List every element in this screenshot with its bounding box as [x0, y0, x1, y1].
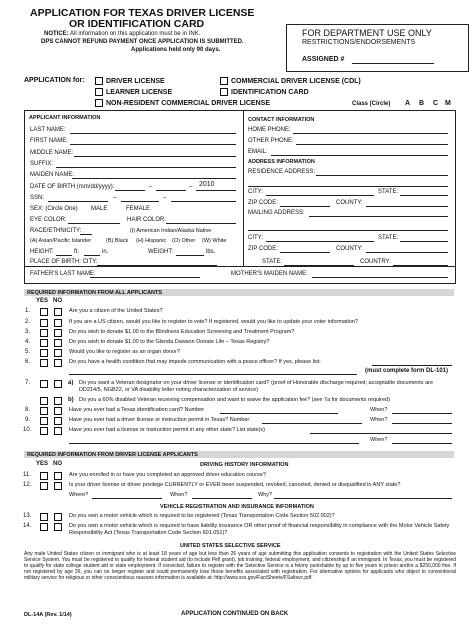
applicant-section-box: [24, 110, 456, 284]
bottom-row-divider: [24, 266, 455, 267]
father-last-name-label: FATHER'S LAST NAME:: [30, 271, 96, 277]
q8-number-field[interactable]: [220, 413, 338, 414]
dob-month-field[interactable]: [115, 190, 145, 191]
q10-yes-checkbox[interactable]: [40, 427, 48, 435]
ssn-part3-field[interactable]: [171, 201, 236, 202]
mother-maiden-name-label: MOTHER'S MAIDEN NAME:: [231, 271, 308, 277]
option-learner-license[interactable]: LEARNER LICENSE: [95, 88, 172, 97]
father-last-name-field[interactable]: [90, 277, 200, 278]
contact-heading: CONTACT INFORMATION: [248, 117, 315, 123]
home-phone-field[interactable]: [293, 133, 448, 134]
driving-history-heading: DRIVING HISTORY INFORMATION: [200, 462, 289, 468]
weight-field[interactable]: [176, 255, 204, 256]
class-label: Class (Circle): [352, 101, 391, 107]
q12-when-field[interactable]: [192, 498, 252, 499]
eye-color-field[interactable]: [68, 223, 120, 224]
selective-service-heading: UNITED STATES SELECTIVE SERVICE: [180, 543, 281, 549]
residence-address-label: RESIDENCE ADDRESS:: [248, 169, 316, 175]
q12-where-field[interactable]: [92, 498, 162, 499]
q8-text: Have you ever had a Texas identification card? Number: [69, 407, 205, 413]
feet-unit: ft.: [74, 249, 80, 255]
last-name-label: LAST NAME:: [30, 127, 66, 133]
q4-text: Do you wish to donate $1.00 to the Glenda Dawson Donate Life – Texas Registry?: [69, 339, 270, 345]
checkbox-id-card[interactable]: [220, 88, 228, 96]
option-non-resident-cdl[interactable]: NON-RESIDENT COMMERCIAL DRIVER LICENSE: [95, 99, 270, 108]
q4-yes-checkbox[interactable]: [40, 339, 48, 347]
mailing-address-field[interactable]: [309, 216, 448, 217]
q2-text: If you are a US citizen, would you like to register to vote? If registered, would you like to update your voter information?: [69, 319, 358, 325]
pob-state-field[interactable]: [284, 265, 354, 266]
pob-state-label: STATE:: [262, 259, 283, 265]
selective-service-text: Any male United States citizen or immigrant who is at least 18 years of age but less than 26 years of age submitting this application consents to registration with the United States Selective Service System. You must be registered to qualify for federal student aid (to include Pell grant), job training, federal employment, and citizenship if an immigrant. In Texas, you must be registered to qualify for state college student aid or state employment. If convicted, failure to register with the Selective Service is a felony punishable by up to five years in prison and/or a $250,000 fine. If not registered by age 26, you can no longer register and could permanently lose those benefits associated with registration. For alternative options for applicants who object to conventional military service for religious or other conscientious reasons information is available at: http://www.sss.gov/FactSheets/FSaltsvc.pdf.: [24, 551, 456, 581]
q10-text: Have you ever had a license or instruction permit in any other state? List state(s): [69, 427, 265, 433]
pob-country-field[interactable]: [393, 265, 448, 266]
mailing-address-label: MAILING ADDRESS:: [248, 210, 305, 216]
option-cdl[interactable]: COMMERCIAL DRIVER LICENSE (CDL): [220, 77, 361, 86]
option-id-card[interactable]: IDENTIFICATION CARD: [220, 88, 309, 97]
notice-label: NOTICE:: [44, 31, 69, 37]
q9-when-field[interactable]: [392, 423, 452, 424]
email-field[interactable]: [271, 155, 448, 156]
q9-number-field[interactable]: [262, 423, 362, 424]
mailing-zip-field[interactable]: [280, 252, 330, 253]
residence-address-field[interactable]: [316, 175, 448, 176]
form-number: DL-14A (Rev. 1/14): [24, 612, 72, 618]
mailing-zip-label: ZIP CODE:: [248, 246, 278, 252]
race-option-o: (O) Other: [172, 238, 196, 244]
hair-color-field[interactable]: [166, 223, 236, 224]
q10-states-field[interactable]: [310, 433, 452, 434]
checkbox-driver-license[interactable]: [95, 77, 103, 85]
race-option-w: (W) White: [202, 238, 227, 244]
q9-text: Have you ever had a driver license or instruction permit in Texas? Number: [69, 417, 250, 423]
q14-text: Do you own a motor vehicle which is required to have liability insurance OR other proof of financial responsibility in compliance with the Motor Vehicle Safety Responsibility Act (Texas Transportation Code Section 601.051)?: [69, 523, 450, 536]
q11-yes-checkbox[interactable]: [40, 472, 48, 480]
class-b[interactable]: B: [419, 100, 425, 107]
home-phone-label: HOME PHONE:: [248, 127, 291, 133]
residence-address-line2[interactable]: [248, 186, 448, 187]
q5-text: Would you like to register as an organ donor?: [69, 349, 180, 355]
sex-male[interactable]: MALE: [91, 206, 108, 212]
q6-text: Do you have a health condition that may impede communication with a peace officer? If yes, please list:: [69, 359, 321, 365]
q2-no-checkbox[interactable]: [54, 319, 62, 327]
q6-form-note: (must complete form DL-101): [365, 368, 449, 374]
middle-name-field[interactable]: [74, 156, 236, 157]
mailing-city-field[interactable]: [266, 241, 374, 242]
no-header: NO: [53, 298, 62, 304]
restrictions-label: RESTRICTIONS/ENDORSEMENTS: [302, 39, 416, 46]
held-notice: Applications held only 90 days.: [131, 47, 221, 53]
first-name-label: FIRST NAME:: [30, 138, 68, 144]
checkbox-cdl[interactable]: [220, 77, 228, 85]
q5-no-checkbox[interactable]: [54, 349, 62, 357]
q13-yes-checkbox[interactable]: [40, 513, 48, 521]
q1-yes-checkbox[interactable]: [40, 308, 48, 316]
required-all-heading: REQUIRED INFORMATION FROM ALL APPLICANTS: [27, 290, 163, 296]
hair-color-label: HAIR COLOR:: [127, 217, 167, 223]
q14-yes-checkbox[interactable]: [40, 523, 48, 531]
inches-unit: in.: [102, 249, 109, 255]
q7a-no-checkbox[interactable]: [54, 380, 62, 388]
weight-label: WEIGHT:: [148, 249, 173, 255]
class-a[interactable]: A: [405, 100, 411, 107]
height-feet-field[interactable]: [56, 255, 72, 256]
q6-list-line2[interactable]: [69, 374, 357, 375]
other-phone-label: OTHER PHONE:: [248, 138, 294, 144]
q7a-yes-checkbox[interactable]: [40, 380, 48, 388]
q6-no-checkbox[interactable]: [54, 359, 62, 367]
q9-when-label: When?: [370, 417, 388, 423]
dob-year-field[interactable]: [196, 190, 236, 191]
q12-when-label: When?: [170, 492, 188, 498]
q9-no-checkbox[interactable]: [54, 417, 62, 425]
race-label: RACE/ETHNICITY:: [30, 228, 82, 234]
q12-yes-checkbox[interactable]: [40, 482, 48, 490]
suffix-label: SUFFIX:: [30, 161, 54, 167]
zip-field[interactable]: [280, 206, 330, 207]
q10-states-line2[interactable]: [69, 443, 359, 444]
county-field[interactable]: [366, 206, 448, 207]
application-for-label: APPLICATION for:: [24, 77, 85, 84]
q12-why-label: Why?: [258, 492, 273, 498]
race-option-a: (A) Asian/Pacific Islander: [30, 238, 92, 244]
class-m[interactable]: M: [445, 100, 451, 107]
vehicle-heading: VEHICLE REGISTRATION AND INSURANCE INFORMATION: [160, 504, 314, 510]
notice: [44, 31, 200, 38]
q10-when-field[interactable]: [392, 443, 452, 444]
city-field[interactable]: [266, 195, 374, 196]
dob-year-value: 2010: [199, 181, 215, 188]
q8-yes-checkbox[interactable]: [40, 407, 48, 415]
first-name-field[interactable]: [70, 144, 236, 145]
notice-text: All information on this application must be in INK.: [70, 31, 201, 37]
email-label: EMAIL:: [248, 149, 268, 155]
race-field[interactable]: [80, 234, 92, 235]
city-label: CITY:: [248, 189, 264, 195]
q7a-text: Do you want a Veteran designator on your driver license or identification card? (proof of Honorable discharge required; acceptable documents are DD214/5, NGB22, or VA disability letter noting characterization of service): [79, 380, 434, 393]
eye-color-label: EYE COLOR:: [30, 217, 67, 223]
other-phone-field[interactable]: [296, 144, 448, 145]
q3-no-checkbox[interactable]: [54, 329, 62, 337]
race-option-b: (B) Black: [106, 238, 129, 244]
q1-text: Are you a citizen of the United States?: [69, 308, 163, 314]
address-heading: ADDRESS INFORMATION: [248, 159, 315, 165]
q12-why-field[interactable]: [274, 498, 452, 499]
race-option-h: (H) Hispanic: [136, 238, 167, 244]
pob-city-field[interactable]: [97, 265, 217, 266]
mailing-city-label: CITY:: [248, 235, 264, 241]
ssn-part2-field[interactable]: [121, 201, 159, 202]
q12-no-checkbox[interactable]: [54, 482, 62, 490]
height-inches-field[interactable]: [84, 255, 100, 256]
dl-no-header: NO: [53, 461, 62, 467]
required-dl-heading: REQUIRED INFORMATION FROM DRIVER LICENSE APPLICANTS: [27, 452, 198, 458]
refund-notice: DPS CANNOT REFUND PAYMENT ONCE APPLICATION IS SUBMITTED.: [41, 39, 244, 45]
q6-yes-checkbox[interactable]: [40, 359, 48, 367]
q8-when-label: When?: [370, 407, 388, 413]
q4-no-checkbox[interactable]: [54, 339, 62, 347]
q6-list-field[interactable]: [372, 365, 452, 366]
q7b-no-checkbox[interactable]: [54, 397, 62, 405]
dob-day-field[interactable]: [156, 190, 186, 191]
middle-name-label: MIDDLE NAME:: [30, 150, 74, 156]
zip-label: ZIP CODE:: [248, 200, 278, 206]
q2-yes-checkbox[interactable]: [40, 319, 48, 327]
q7b-text: Do you a 60% disabled Veteran receiving compensation and want to waive the application fee? (see 7a for documents required): [79, 397, 390, 403]
county-label: COUNTY:: [336, 200, 363, 206]
maiden-name-label: MAIDEN NAME:: [30, 172, 75, 178]
state-label: STATE:: [378, 189, 399, 195]
q12-where-label: Where?: [69, 492, 89, 498]
mailing-county-label: COUNTY:: [336, 246, 363, 252]
option-driver-license[interactable]: DRIVER LICENSE: [95, 77, 165, 86]
state-field[interactable]: [400, 195, 448, 196]
mailing-state-field[interactable]: [400, 241, 448, 242]
ssn-part1-field[interactable]: [48, 201, 108, 202]
q13-no-checkbox[interactable]: [54, 513, 62, 521]
suffix-field[interactable]: [56, 167, 236, 168]
mailing-county-field[interactable]: [366, 252, 448, 253]
q3-text: Do you wish to donate $1.00 to the Blindness Education Screening and Treatment Program?: [69, 329, 295, 335]
ssn-label: SSN:: [30, 195, 45, 201]
dob-label: DATE OF BIRTH (mm/dd/yyyy):: [30, 184, 115, 190]
pounds-unit: lbs.: [206, 249, 216, 255]
q13-text: Do you own a motor vehicle which is required to be registered (Texas Transportation Code Section 502.002)?: [69, 513, 335, 519]
dl-yes-header: YES: [36, 461, 49, 467]
maiden-name-field[interactable]: [72, 178, 236, 179]
q11-no-checkbox[interactable]: [54, 472, 62, 480]
mother-maiden-name-field[interactable]: [312, 277, 448, 278]
checkbox-non-resident-cdl[interactable]: [95, 99, 103, 107]
application-form: APPLICATION FOR TEXAS DRIVER LICENSE OR IDENTIFICATION CARD NOTICE: All information on this application must be in INK. DPS CANNOT REFUND PAYMENT ONCE APPLICATION IS SUBMITTED. Applications held only 90 days. FOR DEPARTMENT USE ONLY RESTRICTIONS/ENDORSEMENTS ASSIGNED # APPLICATION for: DRIVER LICENSE COMMERCIAL DRIVER LICENSE (CDL) LEARNER LICENSE IDENTIFICATION CARD NON-RESIDENT COMMERCIAL DRIVER LICENSE Class (Circle) A B C M APPLICANT INFORMATION LAST NAME: FIRST NAME: MIDDLE NAME: SUFFIX: MAIDEN NAME: DATE OF BIRTH (mm/dd/yyyy): – – 2010 SSN: – – SEX: (Circle One) MALE FEMALE EYE COLOR: HAIR COLOR: RACE/ETHNICITY: (I) American Indian/Alaska Native (A) Asian/Pacific Islander (B) Black (H) Hispanic (O) Other (W) White HEIGHT: ft. in. WEIGHT: lbs. CONTACT INFORMATION HOME PHONE: OTHER PHONE: EMAIL: ADDRESS INFORMATION RESIDENCE ADDRESS: CITY: STATE: ZIP CODE: COUNTY: MAILING ADDRESS: CITY: STATE: ZIP CODE: COUNTY: PLACE OF BIRTH: CITY: STATE: COUNTRY: FATHER'S LAST NAME: MOTHER'S MAIDEN NAME: REQUIRED INFORMATION FROM ALL APPLICANTS YES NO 1. Are you a citizen of the United States? 2. If you are a US citizen, would you like to register to vote? If registered, would you like to update your voter information? 3. Do you wish to donate $1.00 to the Blindness Education Screening and Treatment Program? 4. Do you wish to donate $1.00 to the Glenda Dawson Donate Life – Texas Registry? 5. Would you like to register as an organ donor? 6. Do you have a health condition that may impede communication with a peace officer? If yes, please list: (must complete form DL-101) 7. a) Do you want a Veteran designator on your driver license or identification card? (proof of Honorable discharge required; acceptable documents are DD214/5, NGB22, or VA disability letter noting characterization of service) b) Do you a 60% disabled Veteran receiving compensation and want to waive the application fee? (see 7a for documents required) 8. Have you ever had a Texas identification card? Number When? 9. Have you ever had a driver license or instruction permit in Texas? Number When? 10. Have you ever had a license or instruction permit in any other state? List state(s) When? REQUIRED INFORMATION FROM DRIVER LICENSE APPLICANTS YES NO DRIVING HISTORY INFORMATION 11. Are you enrolled in or have you completed an approved driver education course? 12. Is your driver license or driver privilege CURRENTLY or EVER been suspended, revoked, canceled, denied or disqualified in ANY state? Where? When? Why? VEHICLE REGISTRATION AND INSURANCE INFORMATION 13. Do you own a motor vehicle which is required to be registered (Texas Transportation Code Section 502.002)? 14. Do you own a motor vehicle which is required to have liability insurance OR other proof of financial responsibility in compliance with the Motor Vehicle Safety Responsibility Act (Texas Transportation Code Section 601.051)? UNITED STATES SELECTIVE SERVICE Any male United States citizen or immigrant who is at least 18 years of age but less than 26 years of age submitting this application consents to registration with the United States Selective Service System. You must be registered to qualify for federal student aid (to include Pell grant), job training, federal employment, and citizenship if an immigrant. In Texas, you must be registered to qualify for state college student aid or state employment. If convicted, failure to register with the Selective Service is a felony punishable by up to five years in prison and/or a $250,000 fine. If not registered by age 26, you can no longer register and could permanently lose those benefits associated with registration. For alternative options for applicants who object to conventional military service for religious or other conscientious reasons information is available at: http://www.sss.gov/FactSheets/FSaltsvc.pdf. DL-14A (Rev. 1/14) APPLICATION CONTINUED ON BACK: [0, 0, 474, 632]
checkbox-learner-license[interactable]: [95, 88, 103, 96]
q9-yes-checkbox[interactable]: [40, 417, 48, 425]
q12-text: Is your driver license or driver privilege CURRENTLY or EVER been suspended, revoked, canceled, denied or disqualified in ANY state?: [69, 482, 401, 488]
applicant-heading: APPLICANT INFORMATION: [29, 115, 101, 121]
q7b-yes-checkbox[interactable]: [40, 397, 48, 405]
department-title: FOR DEPARTMENT USE ONLY: [302, 28, 432, 38]
q8-no-checkbox[interactable]: [54, 407, 62, 415]
q10-no-checkbox[interactable]: [54, 427, 62, 435]
q1-no-checkbox[interactable]: [54, 308, 62, 316]
q11-text: Are you enrolled in or have you completed an approved driver education course?: [69, 472, 266, 478]
continued-on-back: APPLICATION CONTINUED ON BACK: [181, 611, 289, 617]
form-title-line2: OR IDENTIFICATION CARD: [69, 18, 205, 30]
height-label: HEIGHT:: [30, 249, 54, 255]
q3-yes-checkbox[interactable]: [40, 329, 48, 337]
q8-when-field[interactable]: [392, 413, 452, 414]
q5-yes-checkbox[interactable]: [40, 349, 48, 357]
race-option-i: (I) American Indian/Alaska Native: [130, 228, 212, 234]
mailing-state-label: STATE:: [378, 235, 399, 241]
yes-header: YES: [36, 298, 49, 304]
mailing-address-line2[interactable]: [248, 230, 448, 231]
assigned-line: [352, 63, 434, 64]
q10-when-label: When?: [370, 437, 388, 443]
q14-no-checkbox[interactable]: [54, 523, 62, 531]
section-divider: [243, 110, 244, 266]
form-title-line1: APPLICATION FOR TEXAS DRIVER LICENSE: [30, 7, 255, 19]
sex-female[interactable]: FEMALE: [126, 206, 151, 212]
sex-label: SEX: (Circle One): [30, 206, 78, 212]
class-c[interactable]: C: [433, 100, 439, 107]
pob-country-label: COUNTRY:: [360, 259, 391, 265]
last-name-field[interactable]: [70, 133, 236, 134]
assigned-label: ASSIGNED #: [302, 56, 345, 63]
pob-city-label: PLACE OF BIRTH: CITY:: [30, 259, 98, 265]
